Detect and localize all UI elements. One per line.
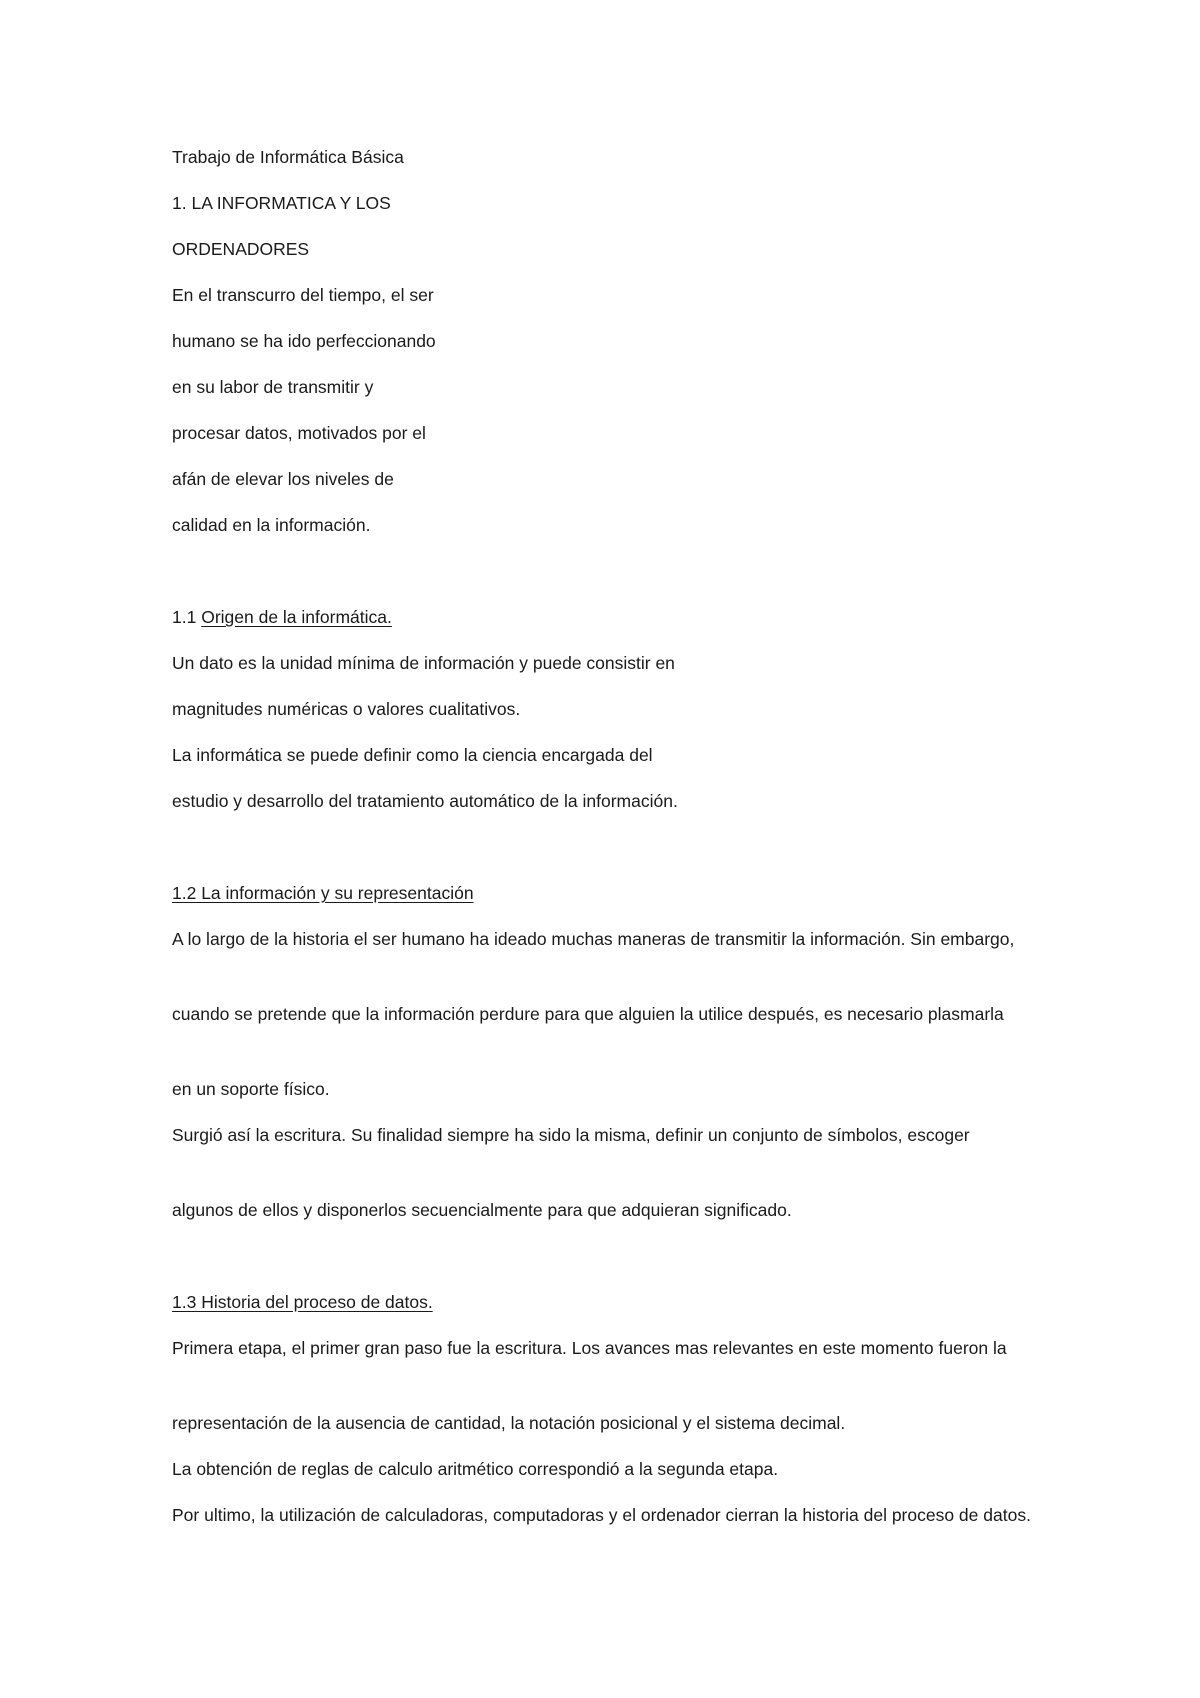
section-1-text-line: calidad en la información. [172,515,371,535]
section-1-1-number: 1.1 [172,607,197,627]
section-1-1-text-line: Un dato es la unidad mínima de información y puede consistir en [172,653,675,673]
section-1-1-text-line: magnitudes numéricas o valores cualitativos. [172,699,521,719]
section-1-text-line: humano se ha ido perfeccionando [172,331,436,351]
section-1-2-paragraph: Surgió así la escritura. Su finalidad siempre ha sido la misma, definir un conjunto de símbolos, escoger [172,1125,970,1145]
section-1-1-title: Origen de la informática. [201,607,392,627]
section-1-heading-line-2: ORDENADORES [172,239,310,259]
section-1-2-paragraph: A lo largo de la historia el ser humano ha ideado muchas maneras de transmitir la información. Sin embargo, [172,929,1015,949]
section-1-3-paragraph: Primera etapa, el primer gran paso fue la escritura. Los avances mas relevantes en este momento fueron la [172,1338,1007,1358]
section-1-3-heading: 1.3 Historia del proceso de datos. [172,1292,433,1312]
section-1-text-line: en su labor de transmitir y [172,377,374,397]
section-1-3-paragraph: La obtención de reglas de calculo aritmético correspondió a la segunda etapa. [172,1459,779,1479]
section-1-heading-line-1: 1. LA INFORMATICA Y LOS [172,193,391,213]
section-1-text-line: procesar datos, motivados por el [172,423,426,443]
section-1-2-heading: 1.2 La información y su representación [172,883,474,903]
section-1-1-heading [172,603,1042,632]
section-1-3-paragraph: Por ultimo, la utilización de calculadoras, computadoras y el ordenador cierran la historia del proceso de datos. [172,1505,1031,1525]
document-title: Trabajo de Informática Básica [172,147,404,167]
section-1-2-paragraph: algunos de ellos y disponerlos secuencialmente para que adquieran significado. [172,1200,792,1220]
section-1-text-line: En el transcurro del tiempo, el ser [172,285,434,305]
section-1-2-paragraph: cuando se pretende que la información perdure para que alguien la utilice después, es necesario plasmarla [172,1004,1004,1024]
section-1-3-paragraph: representación de la ausencia de cantidad, la notación posicional y el sistema decimal. [172,1413,846,1433]
section-1-1-text-line: La informática se puede definir como la ciencia encargada del [172,745,653,765]
section-1-2-paragraph: en un soporte físico. [172,1079,330,1099]
section-1-text-line: afán de elevar los niveles de [172,469,394,489]
section-1-1-text-line: estudio y desarrollo del tratamiento automático de la información. [172,791,678,811]
